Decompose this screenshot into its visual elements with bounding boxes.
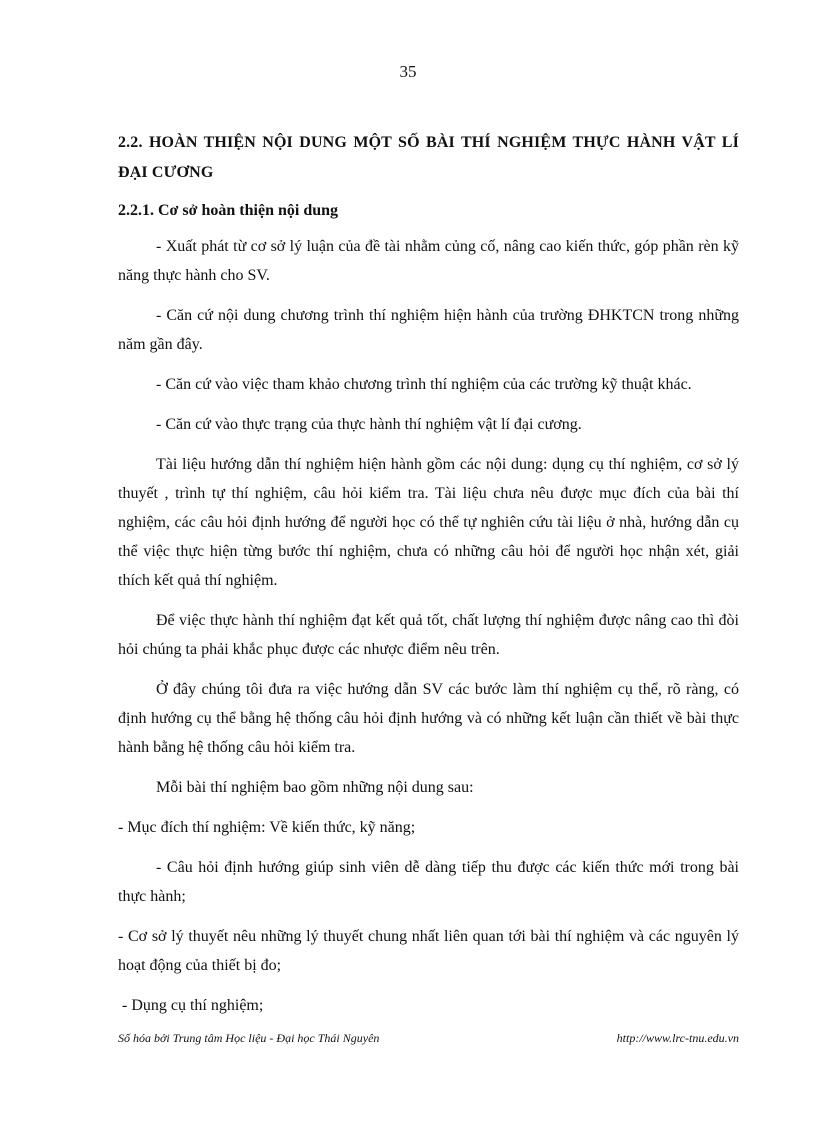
subsection-title: 2.2.1. Cơ sở hoàn thiện nội dung xyxy=(118,202,339,219)
section-title: 2.2. HOÀN THIỆN NỘI DUNG MỘT SỐ BÀI THÍ NGHIỆM THỰC HÀNH VẬT LÍ ĐẠI CƯƠNG xyxy=(118,134,739,181)
paragraph: - Căn cứ vào thực trạng của thực hành thí nghiệm vật lí đại cương. xyxy=(156,416,582,433)
page-number: 35 xyxy=(399,62,417,81)
paragraph: - Câu hỏi định hướng giúp sinh viên dễ dàng tiếp thu được các kiến thức mới trong bài thực hành; xyxy=(118,859,739,905)
paragraph: - Mục đích thí nghiệm: Về kiến thức, kỹ năng; xyxy=(118,819,416,836)
footer-url: http://www.lrc-tnu.edu.vn xyxy=(616,1031,739,1045)
paragraph: Mỗi bài thí nghiệm bao gồm những nội dung sau: xyxy=(156,779,474,796)
paragraph: Để việc thực hành thí nghiệm đạt kết quả tốt, chất lượng thí nghiệm được nâng cao thì đòi hỏi chúng ta phải khắc phục được các nhược điểm nêu trên. xyxy=(118,612,739,658)
document-body xyxy=(118,128,739,1031)
paragraph: - Dụng cụ thí nghiệm; xyxy=(118,997,264,1014)
paragraph: Tài liệu hướng dẫn thí nghiệm hiện hành gồm các nội dung: dụng cụ thí nghiệm, cơ sở lý thuyết , trình tự thí nghiệm, câu hỏi kiểm tra. Tài liệu chưa nêu được mục đích của bài thí nghiệm, các câu hỏi định hướng để người học có thể tự nghiên cứu tài liệu ở nhà, hướng dẫn cụ thể việc thực hiện từng bước thí nghiệm, chưa có những câu hỏi để người học nhận xét, giải thích kết quả thí nghiệm. xyxy=(118,456,739,589)
paragraph: - Căn cứ nội dung chương trình thí nghiệm hiện hành của trường ĐHKTCN trong những năm gần đây. xyxy=(118,307,739,353)
paragraph: Ở đây chúng tôi đưa ra việc hướng dẫn SV các bước làm thí nghiệm cụ thể, rõ ràng, có định hướng cụ thể bằng hệ thống câu hỏi định hướng và có những kết luận cần thiết về bài thực hành bằng hệ thống câu hỏi kiểm tra. xyxy=(118,681,739,756)
footer-source: Số hóa bởi Trung tâm Học liệu - Đại học Thái Nguyên xyxy=(118,1031,380,1045)
paragraph: - Xuất phát từ cơ sở lý luận của đề tài nhằm củng cố, nâng cao kiến thức, góp phần rèn kỹ năng thực hành cho SV. xyxy=(118,238,739,284)
paragraph: - Cơ sở lý thuyết nêu những lý thuyết chung nhất liên quan tới bài thí nghiệm và các nguyên lý hoạt động của thiết bị đo; xyxy=(118,928,739,974)
paragraph: - Căn cứ vào việc tham khảo chương trình thí nghiệm của các trường kỹ thuật khác. xyxy=(156,376,692,393)
